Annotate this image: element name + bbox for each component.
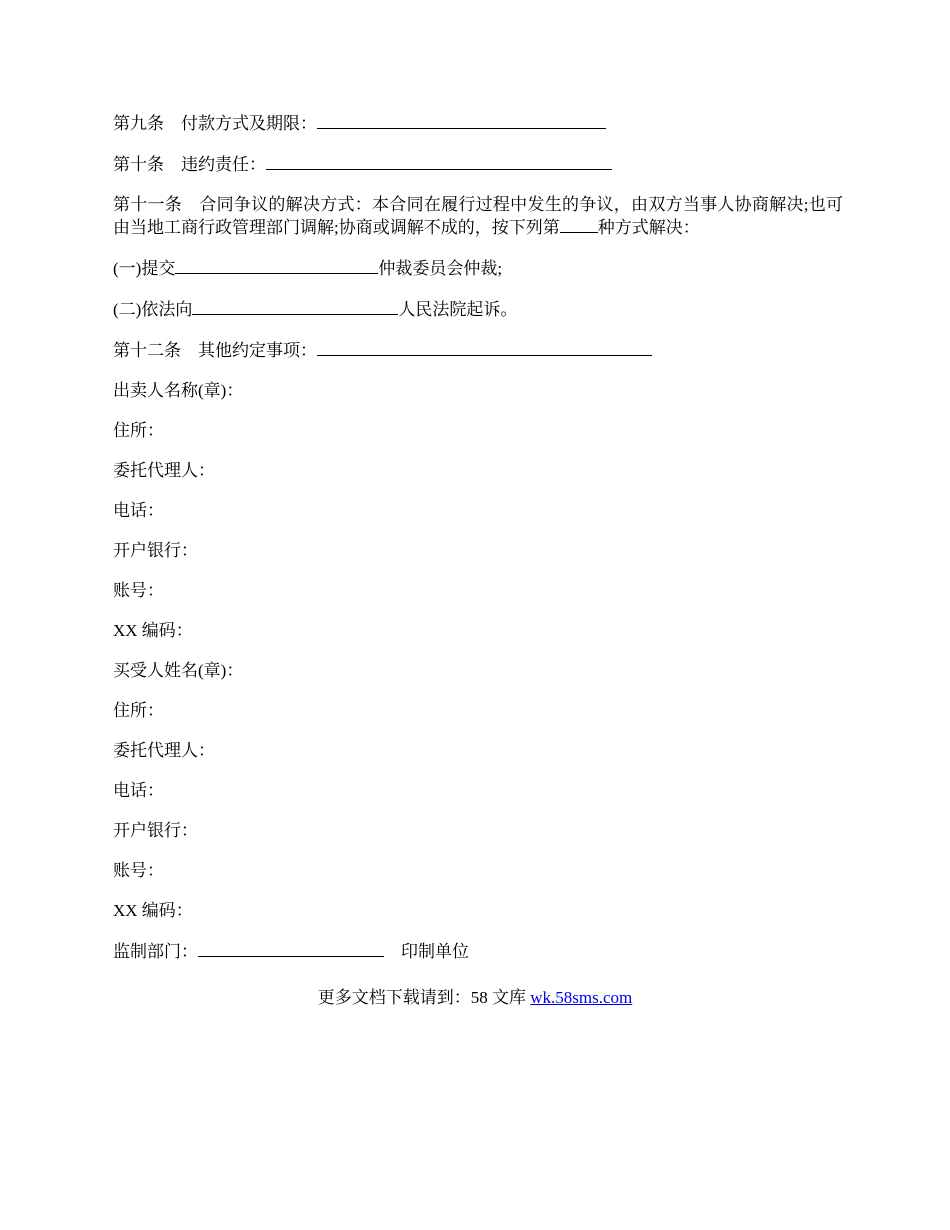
seller-agent: 委托代理人： — [113, 461, 215, 480]
seller-address: 住所： — [113, 421, 164, 440]
seller-bank: 开户银行： — [113, 541, 198, 560]
article-10-blank — [266, 153, 612, 170]
article-11-blank — [560, 216, 598, 233]
supervision — [113, 940, 843, 963]
article-10-text: 违约责任： — [181, 155, 266, 174]
buyer-account: 账号： — [113, 861, 164, 880]
seller-name: 出卖人名称(章)： — [113, 381, 244, 400]
footer-text: 更多文档下载请到：58 文库 — [317, 988, 531, 1007]
footer — [0, 987, 950, 1009]
seller-phone: 电话： — [113, 501, 164, 520]
article-9 — [113, 112, 843, 135]
article-11-label: 第十一条 — [113, 195, 183, 214]
option-1-prefix: (一)提交 — [113, 259, 176, 278]
supervision-blank — [198, 940, 384, 957]
buyer-bank: 开户银行： — [113, 821, 198, 840]
option-1-suffix: 仲裁委员会仲裁; — [378, 259, 503, 278]
option-2-blank — [192, 298, 398, 315]
article-12-text: 其他约定事项： — [198, 341, 317, 360]
option-1 — [113, 257, 843, 280]
article-9-text: 付款方式及期限： — [181, 114, 317, 133]
article-10 — [113, 153, 843, 176]
contract-page — [113, 112, 843, 981]
article-9-label: 第九条 — [113, 114, 164, 133]
seller-code: XX 编码： — [113, 621, 193, 640]
supervision-label: 监制部门： — [113, 942, 198, 961]
option-1-blank — [175, 257, 378, 274]
article-10-label: 第十条 — [113, 155, 164, 174]
footer-link[interactable]: wk.58sms.com — [530, 988, 633, 1007]
print-unit: 印制单位 — [401, 942, 469, 961]
buyer-phone: 电话： — [113, 781, 164, 800]
article-9-blank — [317, 112, 606, 129]
buyer-agent: 委托代理人： — [113, 741, 215, 760]
buyer-name: 买受人姓名(章)： — [113, 661, 244, 680]
buyer-address: 住所： — [113, 701, 164, 720]
option-2-prefix: (二)依法向 — [113, 300, 193, 319]
article-11-text: 合同争议的解决方式：本合同在履行过程中发生的争议，由双方当事人协商解决;也可由当地工商行政管理部门调解;协商或调解不成的，按下列第 — [113, 195, 843, 237]
option-2 — [113, 298, 843, 321]
article-11 — [113, 194, 843, 239]
article-11-text-after: 种方式解决： — [597, 218, 700, 237]
article-12 — [113, 339, 843, 362]
seller-account: 账号： — [113, 581, 164, 600]
article-12-label: 第十二条 — [113, 341, 181, 360]
article-12-blank — [317, 339, 652, 356]
buyer-code: XX 编码： — [113, 901, 193, 920]
option-2-suffix: 人民法院起诉。 — [398, 300, 518, 319]
